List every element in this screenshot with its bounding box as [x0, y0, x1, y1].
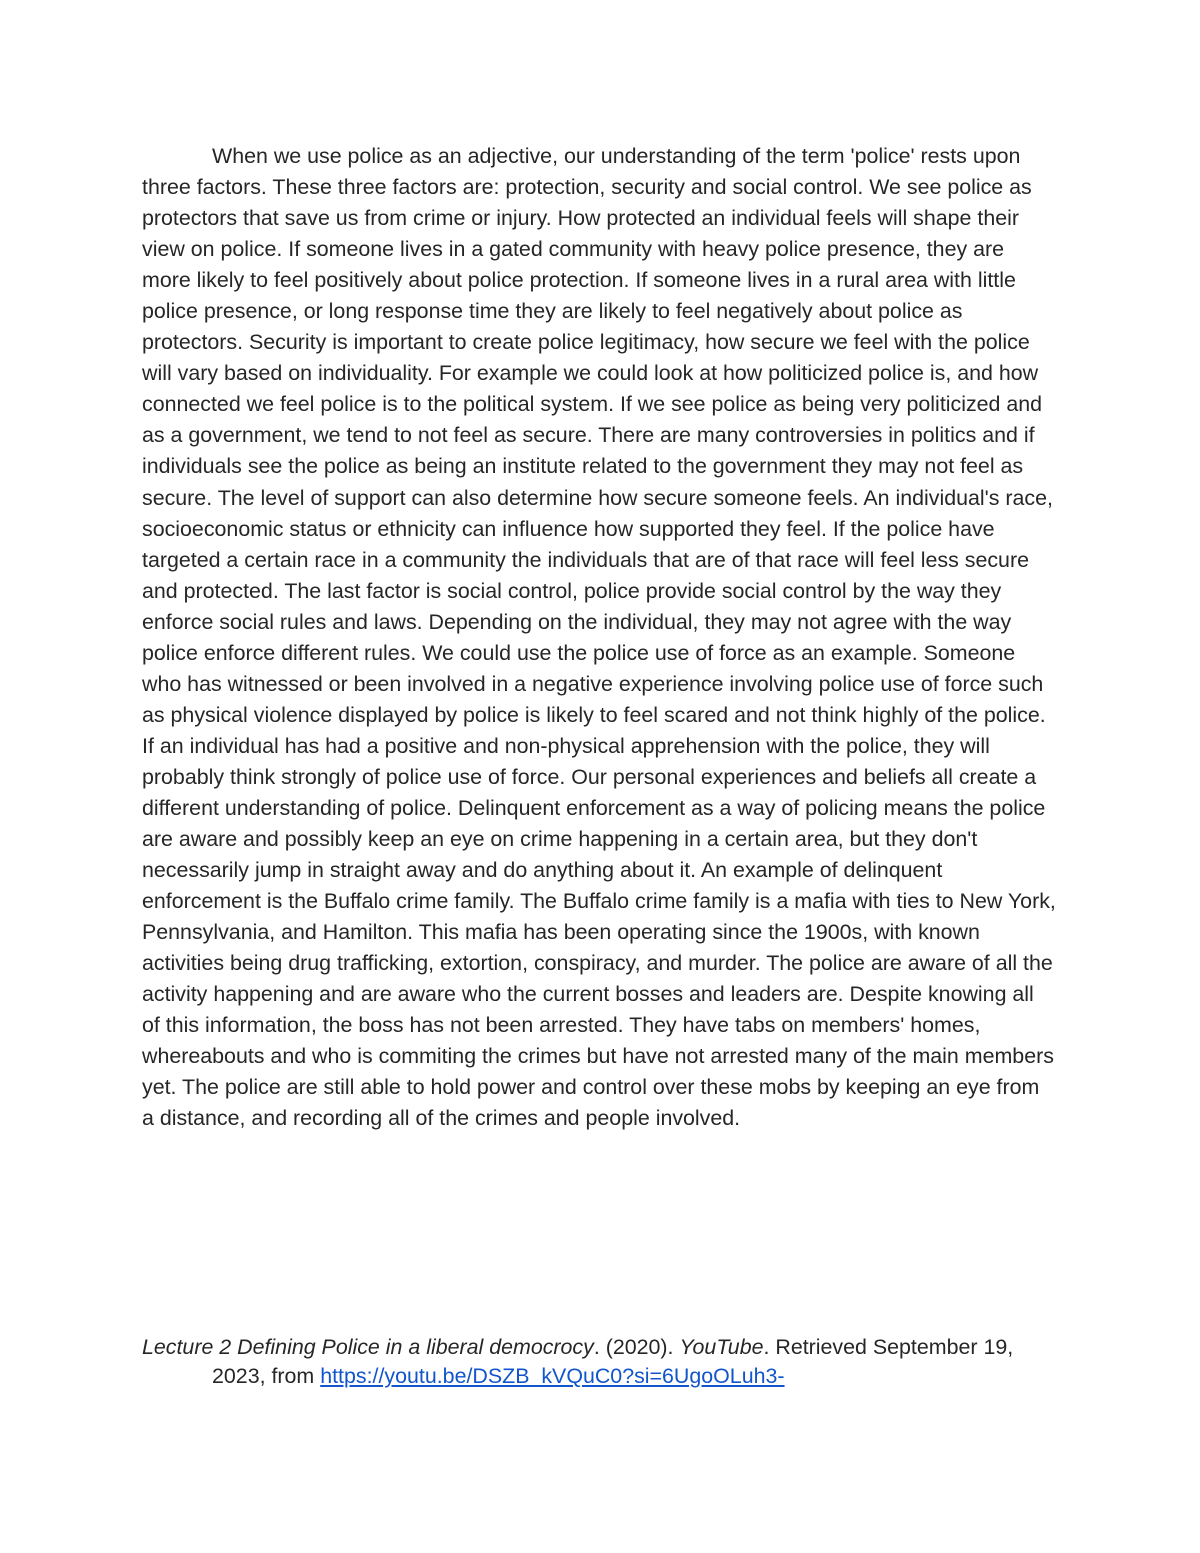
citation-title: Lecture 2 Defining Police in a liberal democrocy: [142, 1335, 594, 1359]
citation-link[interactable]: https://youtu.be/DSZB_kVQuC0?si=6UgoOLuh3-: [320, 1364, 785, 1388]
citation-source: YouTube: [679, 1335, 764, 1359]
reference-citation: [142, 1333, 1057, 1391]
body-paragraph: When we use police as an adjective, our understanding of the term 'police' rests upon three factors. These three factors are: protection, security and social control. We see police as protectors that save us from crime or injury. How protected an individual feels will shape their view on police. If someone lives in a gated community with heavy police presence, they are more likely to feel positively about police protection. If someone lives in a rural area with little police presence, or long response time they are likely to feel negatively about police as protectors. Security is important to create police legitimacy, how secure we feel with the police will vary based on individuality. For example we could look at how politicized police is, and how connected we feel police is to the political system. If we see police as being very politicized and as a government, we tend to not feel as secure. There are many controversies in politics and if individuals see the police as being an institute related to the government they may not feel as secure. The level of support can also determine how secure someone feels. An individual's race, socioeconomic status or ethnicity can influence how supported they feel. If the police have targeted a certain race in a community the individuals that are of that race will feel less secure and protected. The last factor is social control, police provide social control by the way they enforce social rules and laws. Depending on the individual, they may not agree with the way police enforce different rules. We could use the police use of force as an example. Someone who has witnessed or been involved in a negative experience involving police use of force such as physical violence displayed by police is likely to feel scared and not think highly of the police. If an individual has had a positive and non-physical apprehension with the police, they will probably think strongly of police use of force. Our personal experiences and beliefs all create a different understanding of police. Delinquent enforcement as a way of policing means the police are aware and possibly keep an eye on crime happening in a certain area, but they don't necessarily jump in straight away and do anything about it. An example of delinquent enforcement is the Buffalo crime family. The Buffalo crime family is a mafia with ties to New York, Pennsylvania, and Hamilton. This mafia has been operating since the 1900s, with known activities being drug trafficking, extortion, conspiracy, and murder. The police are aware of all the activity happening and are aware who the current bosses and leaders are. Despite knowing all of this information, the boss has not been arrested. They have tabs on members' homes, whereabouts and who is commiting the crimes but have not arrested many of the main members yet. The police are still able to hold power and control over these mobs by keeping an eye from a distance, and recording all of the crimes and people involved.: [142, 144, 1056, 1131]
citation-retrieved: . Retrieved September 19, 2023, from: [212, 1335, 1014, 1388]
citation-year: . (2020).: [593, 1335, 680, 1359]
